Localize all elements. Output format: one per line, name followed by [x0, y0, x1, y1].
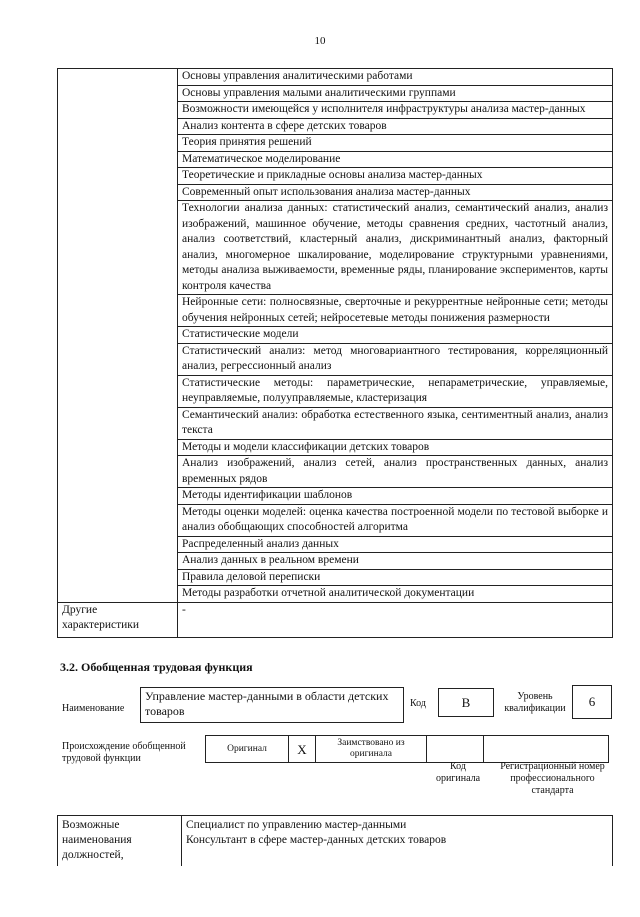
row-label-cell [58, 184, 178, 201]
knowledge-item: Методы идентификации шаблонов [178, 488, 613, 505]
position-item: Специалист по управлению мастер-данными [186, 819, 407, 831]
row-label-cell [58, 375, 178, 407]
row-label-cell [58, 553, 178, 570]
positions-label: Возможные наименования должностей, [58, 816, 182, 867]
borrowed-label: Заимствовано из оригинала [316, 736, 427, 763]
knowledge-item: Нейронные сети: полносвязные, сверточные и рекуррентные нейронные сети; методы обучения нейронных сетей; нейросетевые методы понижения размерности [178, 295, 613, 327]
knowledge-row [58, 569, 613, 586]
knowledge-row [58, 85, 613, 102]
row-label-cell [58, 439, 178, 456]
row-label-cell [58, 168, 178, 185]
knowledge-item: Возможности имеющейся у исполнителя инфраструктуры анализа мастер-данных [178, 102, 613, 119]
level-value-box: 6 [572, 685, 612, 719]
original-code-cell [427, 736, 484, 763]
knowledge-row [58, 456, 613, 488]
knowledge-item: Математическое моделирование [178, 151, 613, 168]
row-label-cell [58, 69, 178, 86]
knowledge-item: Основы управления аналитическими работами [178, 69, 613, 86]
knowledge-item: Методы оценки моделей: оценка качества построенной модели по тестовой выборке и анализ обобщающих способностей алгоритма [178, 504, 613, 536]
row-label-cell [58, 586, 178, 603]
code-value-box: В [438, 688, 494, 717]
knowledge-row [58, 375, 613, 407]
knowledge-item: Теория принятия решений [178, 135, 613, 152]
row-label-cell [58, 295, 178, 327]
knowledge-item: Теоретические и прикладные основы анализа мастер-данных [178, 168, 613, 185]
row-label-cell [58, 488, 178, 505]
knowledge-row [58, 135, 613, 152]
knowledge-item: Статистические методы: параметрические, непараметрические, управляемые, неуправляемые, полууправляемые, кластеризация [178, 375, 613, 407]
row-label-cell [58, 102, 178, 119]
row-label-cell [58, 201, 178, 295]
knowledge-row [58, 102, 613, 119]
knowledge-row [58, 488, 613, 505]
row-label-cell [58, 135, 178, 152]
knowledge-row [58, 118, 613, 135]
knowledge-item: Статистические модели [178, 327, 613, 344]
positions-table [57, 815, 613, 866]
knowledge-item: Методы и модели классификации детских товаров [178, 439, 613, 456]
knowledge-row [58, 168, 613, 185]
knowledge-row [58, 295, 613, 327]
knowledge-item: Правила деловой переписки [178, 569, 613, 586]
original-code-caption: Код оригинала [435, 761, 481, 784]
registration-number-cell [484, 736, 609, 763]
knowledge-item: Методы разработки отчетной аналитической документации [178, 586, 613, 603]
knowledge-item: Анализ изображений, анализ сетей, анализ пространственных данных, анализ временных рядов [178, 456, 613, 488]
positions-value [182, 816, 613, 867]
knowledge-row [58, 536, 613, 553]
name-label: Наименование [62, 703, 125, 714]
code-label: Код [410, 698, 426, 709]
origin-table [205, 735, 609, 763]
knowledge-item: Основы управления малыми аналитическими группами [178, 85, 613, 102]
page-number: 10 [314, 35, 326, 47]
row-label-cell [58, 85, 178, 102]
section-title: 3.2. Обобщенная трудовая функция [60, 660, 253, 674]
knowledge-item: Технологии анализа данных: статистический анализ, семантический анализ, анализ изображений, машинное обучение, методы сравнения средних, частотный анализ, анализ соответствий, кластерный анализ, дискриминантный анализ, факторный анализ, многомерное шкалирование, моделирование структурными уравнениями, методы анализа выживаемости, временные ряды, планирование экспериментов, карты контроля качества [178, 201, 613, 295]
knowledge-row [58, 504, 613, 536]
knowledge-row [58, 343, 613, 375]
original-mark: X [289, 736, 316, 763]
knowledge-row [58, 439, 613, 456]
knowledge-table [57, 68, 613, 638]
original-label: Оригинал [206, 736, 289, 763]
knowledge-row [58, 407, 613, 439]
knowledge-item: Семантический анализ: обработка естественного языка, сентиментный анализ, анализ текста [178, 407, 613, 439]
knowledge-row [58, 201, 613, 295]
knowledge-row [58, 69, 613, 86]
row-label-cell [58, 569, 178, 586]
origin-label: Происхождение обобщенной трудовой функции [62, 741, 186, 764]
registration-number-caption: Регистрационный номер профессионального стандарта [500, 761, 605, 796]
knowledge-row [58, 327, 613, 344]
row-label-cell [58, 456, 178, 488]
knowledge-row [58, 586, 613, 603]
row-label-cell [58, 343, 178, 375]
row-label-cell [58, 536, 178, 553]
knowledge-item: Анализ данных в реальном времени [178, 553, 613, 570]
other-characteristics-value: - [178, 602, 613, 637]
level-label: Уровень квалификации [504, 691, 566, 714]
other-characteristics-label: Другие характеристики [58, 602, 178, 637]
knowledge-row [58, 151, 613, 168]
row-label-cell [58, 504, 178, 536]
knowledge-item: Современный опыт использования анализа мастер-данных [178, 184, 613, 201]
row-label-cell [58, 151, 178, 168]
knowledge-item: Анализ контента в сфере детских товаров [178, 118, 613, 135]
knowledge-item: Статистический анализ: метод многовариантного тестирования, корреляционный анализ, регрессионный анализ [178, 343, 613, 375]
knowledge-row [58, 184, 613, 201]
other-characteristics-row [58, 602, 613, 637]
row-label-cell [58, 118, 178, 135]
row-label-cell [58, 407, 178, 439]
knowledge-row [58, 553, 613, 570]
knowledge-item: Распределенный анализ данных [178, 536, 613, 553]
row-label-cell [58, 327, 178, 344]
function-name-box: Управление мастер-данными в области детских товаров [140, 687, 404, 723]
position-item: Консультант в сфере мастер-данных детских товаров [186, 834, 447, 846]
